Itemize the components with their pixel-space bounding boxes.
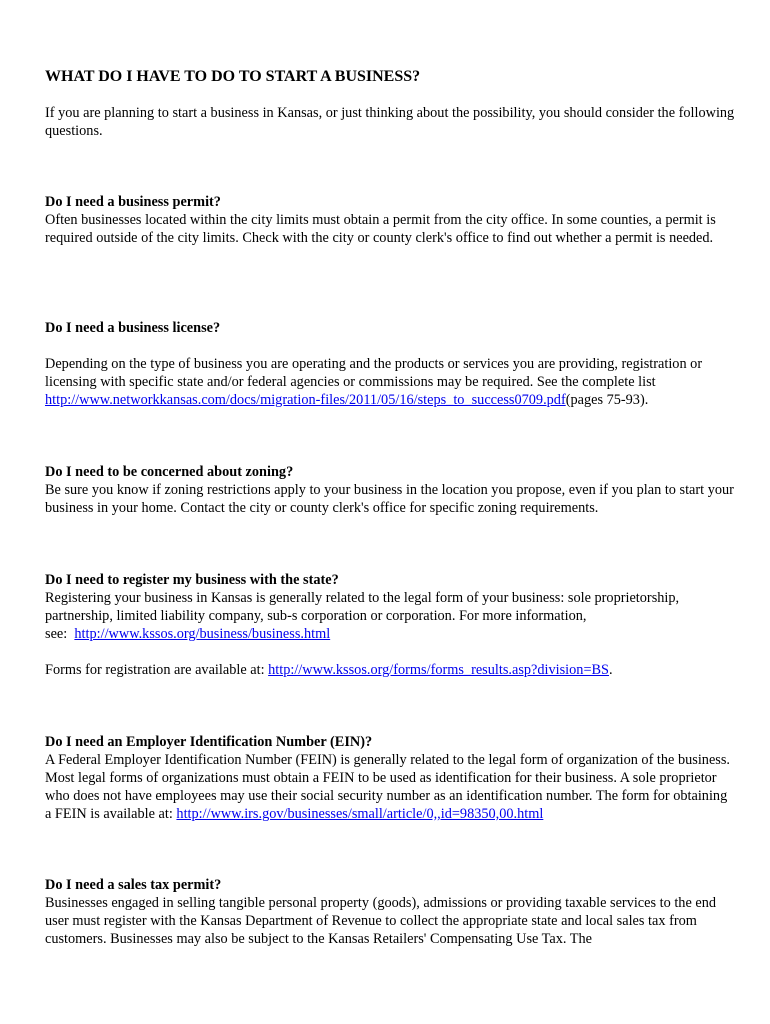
intro-paragraph: If you are planning to start a business in Kansas, or just thinking about the possibility, you should consider the following questions.: [45, 105, 735, 139]
page-title: WHAT DO I HAVE TO DO TO START A BUSINESS?: [45, 68, 421, 85]
register-see-text: see:: [45, 626, 75, 642]
forms-end-text: .: [609, 662, 613, 678]
ein-text: A Federal Employer Identification Number (FEIN) is generally related to the legal form of organization of the business. Most legal forms of organizations must obtain a FEIN to be used as identification for their business. A sole proprietor who does not have employees may use their social security number as an identification number. The form for obtaining a FEIN is available at:: [45, 752, 730, 822]
forms-text: Forms for registration are available at:: [45, 662, 269, 678]
license-pages-text: (pages 75-93).: [565, 392, 649, 408]
ein-paragraph: [45, 751, 735, 823]
salestax-paragraph: Businesses engaged in selling tangible personal property (goods), admissions or providing taxable services to the end user must register with the Kansas Department of Revenue to collect the appropriate state and local sales tax from customers. Businesses may also be subject to the Kansas Retailers' Compensating Use Tax. The: [45, 895, 717, 947]
kssos-business-link[interactable]: http://www.kssos.org/business/business.html: [74, 626, 331, 642]
ein-heading: Do I need an Employer Identification Number (EIN)?: [45, 734, 373, 750]
steps-to-success-link[interactable]: http://www.networkkansas.com/docs/migration-files/2011/05/16/steps_to_success0709.pdf: [45, 392, 566, 408]
license-heading: Do I need a business license?: [45, 320, 221, 336]
kssos-forms-link[interactable]: http://www.kssos.org/forms/forms_results.asp?division=BS: [268, 662, 609, 678]
forms-paragraph: [45, 661, 735, 679]
license-paragraph: [45, 355, 735, 409]
register-heading: Do I need to register my business with the state?: [45, 572, 339, 588]
license-text: Depending on the type of business you are operating and the products or services you are providing, registration or licensing with specific state and/or federal agencies or commissions may be required. See the complete list: [45, 356, 703, 390]
zoning-paragraph: Be sure you know if zoning restrictions apply to your business in the location you propose, even if you plan to start your business in your home. Contact the city or county clerk's office for specific zoning requirements.: [45, 482, 734, 516]
salestax-heading: Do I need a sales tax permit?: [45, 877, 222, 893]
permit-paragraph: Often businesses located within the city limits must obtain a permit from the city office. In some counties, a permit is required outside of the city limits. Check with the city or county clerk's office to find out whether a permit is needed.: [45, 212, 716, 246]
register-paragraph: [45, 589, 735, 643]
zoning-heading: Do I need to be concerned about zoning?: [45, 464, 294, 480]
permit-heading: Do I need a business permit?: [45, 194, 221, 210]
irs-fein-link[interactable]: http://www.irs.gov/businesses/small/article/0,,id=98350,00.html: [176, 806, 544, 822]
register-text: Registering your business in Kansas is generally related to the legal form of your business: sole proprietorship, partnership, limited liability company, sub-s corporation or corporation. For more information,: [45, 590, 680, 624]
